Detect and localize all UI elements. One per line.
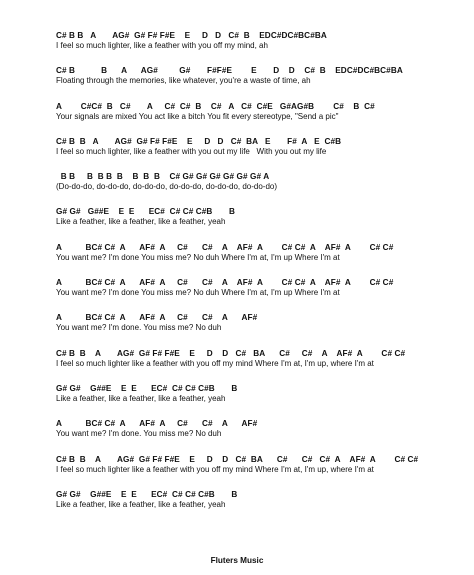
lyric-line: Like a feather, like a feather, like a feather, yeah <box>56 393 226 403</box>
lyric-line: I feel so much lighter like a feather with you off my mind Where I'm at, I'm up, where I'm at <box>56 358 374 368</box>
note-line: G# G# G##E E E EC# C# C# C#B B <box>56 383 238 393</box>
lyric-line: Your signals are mixed You act like a bitch You fit every stereotype, "Send a pic" <box>56 111 339 121</box>
stanza <box>56 136 466 157</box>
note-line: C# B B A AG# G# F# F#E E D D C# B EDC#DC#BC#BA <box>56 31 327 40</box>
stanza <box>56 171 466 192</box>
lyric-line: (Do-do-do, do-do-do, do-do-do, do-do-do, do-do-do, do-do-do) <box>56 182 278 192</box>
lyric-line: I feel so much lighter, like a feather with you out my life With you out my life <box>56 146 327 156</box>
stanza <box>56 242 466 263</box>
lyric-line: You want me? I'm done. You miss me? No duh <box>56 323 222 333</box>
song-sheet <box>56 30 466 524</box>
stanza <box>56 206 466 227</box>
note-line: A BC# C# A AF# A C# C# A AF# A C# C# A AF# A C# C# <box>56 278 394 288</box>
note-line: G# G# G##E E E EC# C# C# C#B B <box>56 489 238 499</box>
note-line: C# B B A AG# G# F# F#E E D D C# BA E F# A E C#B <box>56 136 342 146</box>
note-line: C# B B A AG# G# F# F#E E D D C# BA C# C# C# A AF# A C# C# <box>56 454 419 464</box>
stanza <box>56 30 466 51</box>
lyric-line: Like a feather, like a feather, like a feather, yeah <box>56 217 226 227</box>
lyric-line: Like a feather, like a feather, like a feather, yeah <box>56 499 226 509</box>
note-line: C# B B A AG# G# F#F#E E D D C# B EDC#DC#BC#BA <box>56 66 403 76</box>
note-line: A C#C# B C# A C# C# B C# A C# C#E G#AG#B C# B C# <box>56 101 375 111</box>
stanza <box>56 454 466 475</box>
stanza <box>56 489 466 510</box>
stanza <box>56 312 466 333</box>
stanza <box>56 101 466 122</box>
stanza <box>56 418 466 439</box>
lyric-line: You want me? I'm done You miss me? No duh Where I'm at, I'm up Where I'm at <box>56 252 340 262</box>
footer-credit: Fluters Music <box>210 556 264 565</box>
stanza <box>56 65 466 86</box>
stanza <box>56 277 466 298</box>
note-line: G# G# G##E E E EC# C# C# C#B B <box>56 207 236 217</box>
lyric-line: You want me? I'm done You miss me? No duh Where I'm at, I'm up Where I'm at <box>56 288 340 298</box>
lyric-line: I feel so much lighter, like a feather with you off my mind, ah <box>56 41 268 50</box>
note-line: A BC# C# A AF# A C# C# A AF# A C# C# A AF# A C# C# <box>56 242 394 252</box>
note-line: B B B B B B B B B C# G# G# G# G# G# G# A <box>56 172 270 182</box>
stanza <box>56 348 466 369</box>
note-line: A BC# C# A AF# A C# C# A AF# <box>56 313 258 323</box>
note-line: C# B B A AG# G# F# F#E E D D C# BA C# C# A AF# A C# C# <box>56 348 406 358</box>
stanza <box>56 383 466 404</box>
lyric-line: I feel so much lighter like a feather with you off my mind Where I'm at, I'm up, where I'm at <box>56 464 374 474</box>
note-line: A BC# C# A AF# A C# C# A AF# <box>56 419 258 429</box>
lyric-line: You want me? I'm done. You miss me? No duh <box>56 429 222 439</box>
lyric-line: Floating through the memories, like whatever, you're a waste of time, ah <box>56 76 311 86</box>
